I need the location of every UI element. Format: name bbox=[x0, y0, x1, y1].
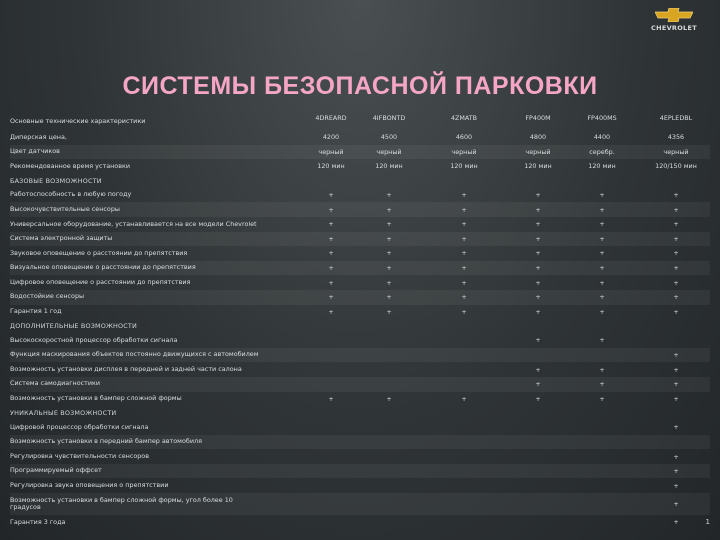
table-cell: + bbox=[673, 452, 679, 461]
table-row bbox=[10, 217, 710, 232]
table-row bbox=[10, 348, 710, 363]
page-title: СИСТЕМЫ БЕЗОПАСНОЙ ПАРКОВКИ bbox=[122, 72, 598, 100]
table-header-row bbox=[10, 108, 710, 130]
column-header: 4IFBONTD bbox=[372, 114, 406, 122]
table-cell: + bbox=[599, 336, 605, 345]
table-cell: + bbox=[535, 293, 541, 302]
chevrolet-bowtie-icon bbox=[655, 8, 693, 22]
row-label: Цвет датчиков bbox=[10, 147, 60, 156]
table-cell: + bbox=[328, 264, 334, 273]
table-cell: + bbox=[673, 380, 679, 389]
table-cell: + bbox=[673, 293, 679, 302]
table-cell: черный bbox=[663, 147, 689, 156]
table-cell: 120 мин bbox=[588, 162, 616, 171]
table-cell: + bbox=[535, 220, 541, 229]
table-cell: + bbox=[328, 205, 334, 214]
table-cell: + bbox=[599, 307, 605, 316]
table-cell: + bbox=[599, 365, 605, 374]
table-cell: + bbox=[673, 278, 679, 287]
row-label: Визуальное оповещение о расстоянии до препятствия bbox=[10, 263, 196, 272]
row-label: Рекомендованное время установки bbox=[10, 161, 130, 170]
table-cell: + bbox=[461, 249, 467, 258]
table-row bbox=[10, 362, 710, 377]
table-row bbox=[10, 232, 710, 247]
table-cell: + bbox=[599, 293, 605, 302]
table-cell: + bbox=[535, 264, 541, 273]
section-title: УНИКАЛЬНЫЕ ВОЗМОЖНОСТИ bbox=[10, 409, 117, 418]
table-cell: 120 мин bbox=[317, 162, 345, 171]
table-row bbox=[10, 188, 710, 203]
table-cell: + bbox=[673, 220, 679, 229]
table-cell: + bbox=[386, 249, 392, 258]
table-row bbox=[10, 392, 710, 407]
table-cell: + bbox=[673, 205, 679, 214]
section-header bbox=[10, 174, 710, 188]
table-row bbox=[10, 261, 710, 276]
spec-table bbox=[10, 108, 710, 530]
table-cell: + bbox=[535, 249, 541, 258]
table-cell: + bbox=[386, 293, 392, 302]
table-cell: + bbox=[461, 293, 467, 302]
row-label: Высокочувствительные сенсоры bbox=[10, 204, 120, 213]
column-header: FP400M bbox=[525, 114, 551, 122]
table-cell: + bbox=[673, 234, 679, 243]
table-row bbox=[10, 493, 710, 515]
table-cell: черный bbox=[525, 147, 551, 156]
table-cell: + bbox=[673, 467, 679, 476]
row-label: Высокоскоростной процессор обработки сигнала bbox=[10, 335, 178, 344]
row-label: Звуковое оповещение о расстоянии до препятствия bbox=[10, 248, 188, 257]
table-cell: + bbox=[535, 278, 541, 287]
table-cell: 120 мин bbox=[450, 162, 478, 171]
row-label: Гарантия 3 года bbox=[10, 517, 66, 526]
row-label: Регулировка звука оповещения о препятствии bbox=[10, 481, 169, 490]
table-row bbox=[10, 290, 710, 305]
table-row bbox=[10, 275, 710, 290]
table-cell: + bbox=[599, 249, 605, 258]
table-cell: + bbox=[673, 500, 679, 509]
table-cell: + bbox=[328, 394, 334, 403]
table-cell: + bbox=[535, 336, 541, 345]
table-cell: + bbox=[599, 394, 605, 403]
table-cell: + bbox=[673, 518, 679, 527]
row-label: Гарантия 1 год bbox=[10, 307, 62, 316]
row-label: Универсальное оборудование, устанавливается на все модели Chevrolet bbox=[10, 219, 257, 228]
table-row bbox=[10, 464, 710, 479]
table-cell: + bbox=[328, 278, 334, 287]
header-label: Основные технические характеристики bbox=[10, 117, 146, 125]
row-label: Возможность установки в бампер сложной формы, угол более 10 градусов bbox=[10, 495, 233, 512]
section-title: БАЗОВЫЕ ВОЗМОЖНОСТИ bbox=[10, 176, 102, 185]
row-label: Возможность установки в передний бампер автомобиля bbox=[10, 437, 202, 446]
page-number: 1 bbox=[705, 518, 710, 526]
table-row bbox=[10, 515, 710, 530]
table-cell: + bbox=[328, 307, 334, 316]
row-label: Система самодиагностики bbox=[10, 379, 101, 388]
section-header bbox=[10, 319, 710, 333]
row-label: Функция маскирования объектов постоянно движущихся с автомобилем bbox=[10, 350, 259, 359]
row-label: Диперская цена, bbox=[10, 132, 67, 141]
table-cell: + bbox=[386, 264, 392, 273]
table-cell: + bbox=[386, 205, 392, 214]
table-cell: + bbox=[599, 191, 605, 200]
table-cell: черный bbox=[376, 147, 402, 156]
table-cell: 4600 bbox=[455, 133, 473, 142]
table-cell: + bbox=[599, 205, 605, 214]
table-row bbox=[10, 246, 710, 261]
table-cell: + bbox=[386, 234, 392, 243]
table-cell: + bbox=[535, 234, 541, 243]
table-cell: 4800 bbox=[529, 133, 547, 142]
table-cell: + bbox=[673, 365, 679, 374]
table-row bbox=[10, 420, 710, 435]
table-cell: + bbox=[673, 191, 679, 200]
column-header: 4EPLEDBL bbox=[659, 114, 693, 122]
table-cell: + bbox=[535, 205, 541, 214]
table-cell: + bbox=[535, 394, 541, 403]
table-cell: 4500 bbox=[380, 133, 398, 142]
row-label: Цифровое оповещение о расстоянии до препятствия bbox=[10, 277, 191, 286]
table-cell: + bbox=[599, 380, 605, 389]
table-cell: + bbox=[328, 191, 334, 200]
table-row bbox=[10, 305, 710, 320]
table-cell: + bbox=[673, 264, 679, 273]
table-row bbox=[10, 130, 710, 145]
table-cell: + bbox=[673, 481, 679, 490]
table-cell: + bbox=[386, 307, 392, 316]
table-row bbox=[10, 449, 710, 464]
table-cell: серебр. bbox=[589, 147, 615, 156]
row-label: Возможность установки в бампер сложной формы bbox=[10, 394, 182, 403]
table-cell: + bbox=[461, 234, 467, 243]
table-cell: + bbox=[535, 191, 541, 200]
column-header: 4DREARD bbox=[315, 114, 347, 122]
table-row bbox=[10, 478, 710, 493]
table-cell: + bbox=[673, 249, 679, 258]
row-label: Регулировка чувствительности сенсоров bbox=[10, 451, 149, 460]
table-cell: + bbox=[328, 249, 334, 258]
table-row bbox=[10, 435, 710, 450]
table-cell: + bbox=[386, 394, 392, 403]
row-label: Водостойкие сенсоры bbox=[10, 292, 85, 301]
table-cell: + bbox=[535, 365, 541, 374]
table-cell: + bbox=[461, 220, 467, 229]
table-cell: + bbox=[673, 423, 679, 432]
table-cell: черный bbox=[318, 147, 344, 156]
table-cell: + bbox=[461, 205, 467, 214]
table-cell: + bbox=[599, 278, 605, 287]
table-cell: + bbox=[673, 307, 679, 316]
table-cell: 120 мин bbox=[524, 162, 552, 171]
table-row bbox=[10, 202, 710, 217]
table-cell: + bbox=[461, 264, 467, 273]
brand-name: CHEVROLET bbox=[651, 24, 697, 32]
table-cell: 120 мин bbox=[375, 162, 403, 171]
table-cell: 4200 bbox=[322, 133, 340, 142]
row-label: Работоспособность в любую погоду bbox=[10, 190, 132, 199]
table-cell: + bbox=[673, 351, 679, 360]
row-label: Возможность установки дисплея в передней и задней части салона bbox=[10, 364, 242, 373]
table-cell: черный bbox=[451, 147, 477, 156]
table-cell: 4356 bbox=[667, 133, 685, 142]
table-cell: + bbox=[461, 278, 467, 287]
table-cell: + bbox=[386, 220, 392, 229]
table-cell: + bbox=[461, 394, 467, 403]
section-title: ДОПОЛНИТЕЛЬНЫЕ ВОЗМОЖНОСТИ bbox=[10, 322, 138, 331]
table-cell: + bbox=[535, 380, 541, 389]
section-header bbox=[10, 406, 710, 420]
table-cell: + bbox=[599, 234, 605, 243]
table-row bbox=[10, 333, 710, 348]
table-row bbox=[10, 145, 710, 160]
chevrolet-logo bbox=[644, 8, 704, 32]
table-row bbox=[10, 377, 710, 392]
table-cell: 120/150 мин bbox=[655, 162, 697, 171]
table-cell: + bbox=[386, 191, 392, 200]
column-header: FP400MS bbox=[587, 114, 617, 122]
table-cell: + bbox=[599, 264, 605, 273]
table-cell: + bbox=[461, 191, 467, 200]
table-cell: + bbox=[328, 234, 334, 243]
table-cell: + bbox=[673, 394, 679, 403]
row-label: Цифровой процессор обработки сигнала bbox=[10, 422, 149, 431]
column-header: 4ZMATB bbox=[450, 114, 478, 122]
row-label: Система электронной защиты bbox=[10, 234, 113, 243]
table-cell: 4400 bbox=[593, 133, 611, 142]
table-cell: + bbox=[386, 278, 392, 287]
row-label: Программируемый оффсет bbox=[10, 466, 102, 475]
table-row bbox=[10, 159, 710, 174]
table-cell: + bbox=[599, 220, 605, 229]
table-cell: + bbox=[535, 307, 541, 316]
table-cell: + bbox=[461, 307, 467, 316]
table-cell: + bbox=[328, 293, 334, 302]
table-cell: + bbox=[328, 220, 334, 229]
